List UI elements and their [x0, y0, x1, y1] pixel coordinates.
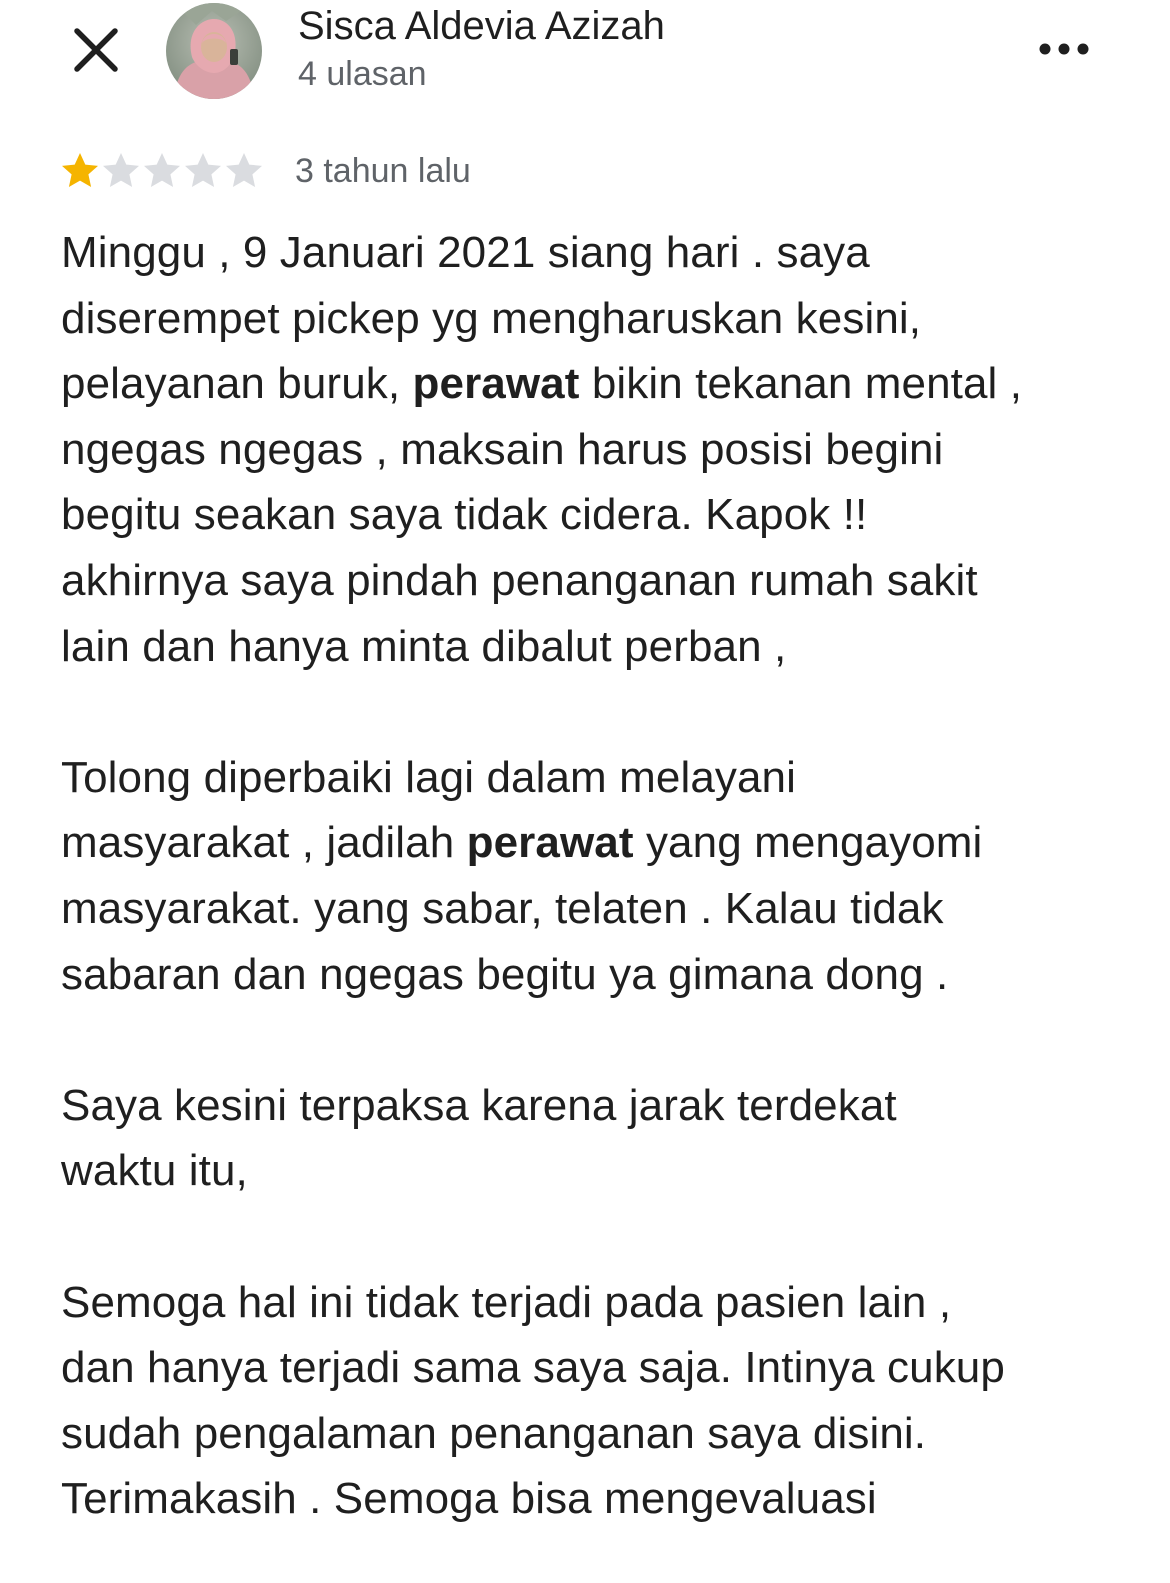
review-text-line [61, 351, 1136, 417]
review-text-segment: sudah pengalaman penanganan saya disini. [61, 1408, 927, 1458]
review-paragraph [61, 745, 1136, 1007]
review-text-segment: waktu itu, [61, 1146, 248, 1196]
review-time: 3 tahun lalu [295, 151, 471, 190]
highlighted-keyword: perawat [466, 818, 634, 868]
review-text-line [61, 942, 1136, 1008]
star-empty-icon [224, 151, 264, 191]
review-text-segment: Minggu , 9 Januari 2021 siang hari . saya [61, 228, 870, 277]
review-text-segment: Saya kesini terpaksa karena jarak terdekat [61, 1080, 897, 1130]
review-text-segment: Semoga hal ini tidak terjadi pada pasien lain , [61, 1277, 952, 1327]
star-empty-icon [101, 151, 141, 191]
review-text-line [61, 876, 1136, 942]
review-count: 4 ulasan [298, 55, 427, 93]
review-text-line [61, 482, 1136, 548]
review-paragraph [61, 1270, 1136, 1532]
review-text-segment: masyarakat , jadilah [61, 818, 467, 868]
review-paragraph [61, 1073, 1136, 1204]
review-rating-row [60, 148, 471, 194]
review-text-line [61, 1138, 1136, 1204]
review-text-segment: pelayanan buruk, [61, 359, 413, 409]
avatar[interactable] [166, 3, 262, 99]
review-text-segment: Tolong diperbaiki lagi dalam melayani [61, 752, 797, 802]
review-text [61, 220, 1136, 1532]
more-horizontal-icon [1032, 26, 1096, 72]
review-paragraph [61, 220, 1136, 679]
review-text-line [61, 614, 1136, 680]
review-text-segment: Terimakasih . Semoga bisa mengevaluasi [61, 1474, 877, 1524]
review-text-segment: lain dan hanya minta dibalut perban , [61, 621, 787, 671]
review-text-segment: bikin tekanan mental , [579, 359, 1023, 409]
review-text-line [61, 1401, 1136, 1467]
review-header [0, 0, 1170, 110]
review-text-line [61, 220, 1136, 286]
review-text-line [61, 1466, 1136, 1532]
review-text-segment: dan hanya terjadi sama saya saja. Intinya cukup [61, 1343, 1005, 1393]
review-text-line [61, 417, 1136, 483]
reviewer-name[interactable]: Sisca Aldevia Azizah [298, 4, 665, 48]
close-button[interactable] [68, 22, 124, 78]
review-text-line [61, 1073, 1136, 1139]
review-text-line [61, 1335, 1136, 1401]
more-options-button[interactable] [1032, 26, 1096, 72]
review-text-line [61, 1270, 1136, 1336]
review-text-segment: masyarakat. yang sabar, telaten . Kalau tidak [61, 883, 944, 933]
star-empty-icon [183, 151, 223, 191]
star-rating [60, 151, 265, 191]
close-icon [68, 22, 124, 78]
review-text-line [61, 548, 1136, 614]
review-text-segment: begitu seakan saya tidak cidera. Kapok !! [61, 490, 868, 540]
highlighted-keyword: perawat [412, 359, 580, 409]
review-text-line [61, 810, 1136, 876]
review-text-segment: sabaran dan ngegas begitu ya gimana dong . [61, 949, 949, 999]
review-text-segment: diserempet pickep yg mengharuskan kesini, [61, 293, 922, 343]
review-text-segment: yang mengayomi [633, 818, 983, 868]
review-text-line [61, 745, 1136, 811]
review-text-line [61, 286, 1136, 352]
review-text-segment: akhirnya saya pindah penanganan rumah sakit [61, 555, 978, 605]
review-text-segment: ngegas ngegas , maksain harus posisi begini [61, 424, 944, 474]
star-empty-icon [142, 151, 182, 191]
star-filled-icon [60, 151, 100, 191]
